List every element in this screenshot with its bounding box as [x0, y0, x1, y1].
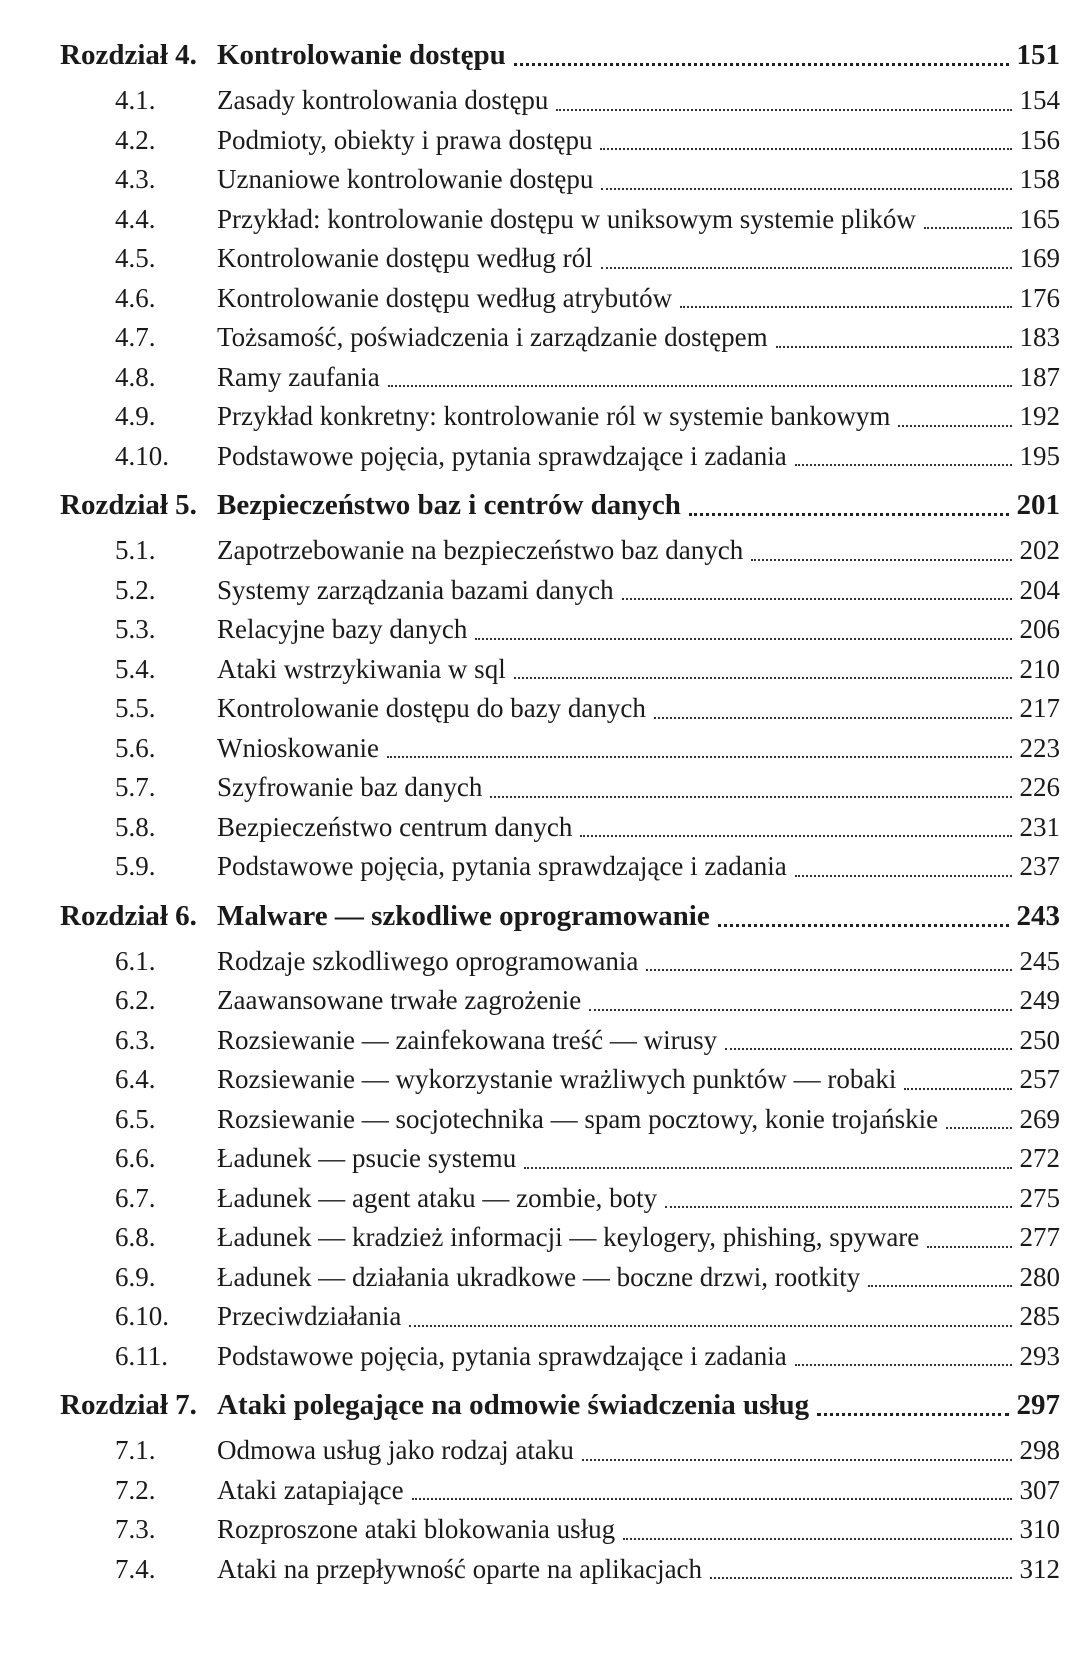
section-page-number: 310 — [1019, 1514, 1060, 1544]
section-number: 5.2. — [115, 574, 156, 605]
section-page-number: 169 — [1019, 243, 1060, 273]
section-entry — [60, 1179, 1060, 1219]
section-title: Zaawansowane trwałe zagrożenie — [217, 985, 582, 1015]
section-title: Odmowa usług jako rodzaj ataku — [217, 1435, 574, 1465]
section-title: Ataki zatapiające — [217, 1474, 404, 1505]
section-entry — [60, 318, 1060, 358]
dot-leader — [689, 513, 1009, 516]
section-page-number: 250 — [1019, 1024, 1060, 1055]
dot-leader — [795, 464, 1012, 466]
chapter-block — [60, 480, 1060, 891]
dot-leader — [412, 1498, 1012, 1500]
section-title: Kontrolowanie dostępu do bazy danych — [217, 693, 646, 723]
section-entry — [60, 689, 1060, 729]
section-title: Ładunek — agent ataku — zombie, boty — [217, 1182, 658, 1213]
section-number: 7.3. — [115, 1514, 156, 1544]
section-entry — [60, 1258, 1060, 1298]
dot-leader — [776, 346, 1012, 348]
section-page-number: 312 — [1019, 1553, 1060, 1584]
dot-leader — [514, 63, 1009, 66]
chapter-block — [60, 891, 1060, 1381]
dot-leader — [601, 267, 1012, 269]
section-number: 6.9. — [115, 1261, 156, 1292]
section-number: 6.4. — [115, 1064, 156, 1094]
section-entry — [60, 1431, 1060, 1471]
section-entry — [60, 1218, 1060, 1258]
dot-leader — [582, 1459, 1012, 1461]
section-entry — [60, 397, 1060, 437]
section-number: 4.4. — [115, 203, 156, 234]
section-entry — [60, 1139, 1060, 1179]
dot-leader — [751, 559, 1011, 561]
section-number: 5.9. — [115, 851, 156, 881]
dot-leader — [524, 1167, 1011, 1169]
section-page-number: 210 — [1019, 653, 1060, 684]
section-title: Ataki wstrzykiwania w sql — [217, 653, 506, 684]
section-title: Rodzaje szkodliwego oprogramowania — [217, 945, 639, 976]
section-number: 4.1. — [115, 85, 156, 115]
dot-leader — [904, 1088, 1011, 1090]
section-number: 7.1. — [115, 1435, 156, 1465]
section-page-number: 195 — [1019, 440, 1060, 471]
section-page-number: 217 — [1019, 693, 1060, 723]
section-title: Systemy zarządzania bazami danych — [217, 574, 614, 605]
section-title: Ataki na przepływność oparte na aplikacjach — [217, 1553, 703, 1584]
section-title: Rozsiewanie — zainfekowana treść — wirusy — [217, 1024, 718, 1055]
section-title: Zasady kontrolowania dostępu — [217, 85, 549, 115]
section-entry — [60, 610, 1060, 650]
dot-leader — [556, 109, 1011, 111]
section-number: 4.7. — [115, 322, 156, 352]
section-number: 6.5. — [115, 1103, 156, 1134]
section-entry — [60, 81, 1060, 121]
section-entry — [60, 1550, 1060, 1590]
section-title: Kontrolowanie dostępu według ról — [217, 243, 593, 273]
section-page-number: 176 — [1019, 282, 1060, 313]
section-title: Ładunek — psucie systemu — [217, 1143, 517, 1173]
section-number: 6.3. — [115, 1024, 156, 1055]
section-entry — [60, 1510, 1060, 1550]
dot-leader — [622, 598, 1012, 600]
section-entry — [60, 981, 1060, 1021]
section-entry — [60, 437, 1060, 477]
section-title: Przeciwdziałania — [217, 1301, 402, 1331]
dot-leader — [718, 924, 1009, 927]
section-title: Ramy zaufania — [217, 361, 380, 392]
section-entry — [60, 1297, 1060, 1337]
section-number: 6.6. — [115, 1143, 156, 1173]
section-entry — [60, 160, 1060, 200]
section-page-number: 192 — [1019, 401, 1060, 431]
section-number: 4.6. — [115, 282, 156, 313]
chapter-title: Malware — szkodliwe oprogramowanie — [217, 899, 710, 932]
section-title: Ładunek — kradzież informacji — keylogery, phishing, spyware — [217, 1222, 920, 1252]
dot-leader — [795, 1364, 1012, 1366]
section-title: Podmioty, obiekty i prawa dostępu — [217, 124, 593, 155]
dot-leader — [600, 148, 1011, 150]
section-entry — [60, 942, 1060, 982]
dot-leader — [898, 425, 1011, 427]
section-page-number: 249 — [1019, 985, 1060, 1015]
chapter-page-number: 243 — [1016, 899, 1060, 932]
dot-leader — [409, 1325, 1011, 1327]
section-page-number: 293 — [1019, 1340, 1060, 1371]
dot-leader — [817, 1413, 1008, 1416]
section-number: 5.6. — [115, 732, 156, 763]
dot-leader — [589, 1009, 1011, 1011]
section-page-number: 307 — [1019, 1474, 1060, 1505]
section-page-number: 257 — [1019, 1064, 1060, 1094]
chapter-title: Ataki polegające na odmowie świadczenia usług — [217, 1389, 810, 1421]
section-entry — [60, 1471, 1060, 1511]
section-page-number: 226 — [1019, 772, 1060, 802]
section-number: 5.1. — [115, 535, 156, 565]
section-page-number: 277 — [1019, 1222, 1060, 1252]
section-number: 4.10. — [115, 440, 169, 471]
section-number: 6.2. — [115, 985, 156, 1015]
dot-leader — [388, 385, 1012, 387]
section-page-number: 187 — [1019, 361, 1060, 392]
section-title: Podstawowe pojęcia, pytania sprawdzające i zadania — [217, 851, 787, 881]
dot-leader — [475, 638, 1011, 640]
chapter-label: Rozdział 4. — [60, 39, 197, 71]
section-number: 4.3. — [115, 164, 156, 194]
section-number: 4.8. — [115, 361, 156, 392]
section-title: Tożsamość, poświadczenia i zarządzanie dostępem — [217, 322, 768, 352]
section-number: 6.8. — [115, 1222, 156, 1252]
section-number: 7.2. — [115, 1474, 156, 1505]
section-entry — [60, 239, 1060, 279]
chapter-heading — [60, 891, 1060, 942]
section-entry — [60, 1100, 1060, 1140]
section-title: Ładunek — działania ukradkowe — boczne drzwi, rootkity — [217, 1261, 861, 1292]
section-entry — [60, 358, 1060, 398]
section-title: Wnioskowanie — [217, 732, 379, 763]
section-page-number: 223 — [1019, 732, 1060, 763]
section-entry — [60, 1337, 1060, 1377]
section-entry — [60, 1060, 1060, 1100]
chapter-heading — [60, 1380, 1060, 1431]
dot-leader — [601, 188, 1011, 190]
section-page-number: 298 — [1019, 1435, 1060, 1465]
dot-leader — [868, 1285, 1011, 1287]
dot-leader — [680, 306, 1011, 308]
section-entry — [60, 847, 1060, 887]
section-entry — [60, 279, 1060, 319]
chapter-page-number: 201 — [1016, 489, 1060, 521]
section-page-number: 275 — [1019, 1182, 1060, 1213]
section-page-number: 206 — [1019, 614, 1060, 644]
dot-leader — [580, 835, 1011, 837]
section-number: 4.2. — [115, 124, 156, 155]
section-number: 6.7. — [115, 1182, 156, 1213]
chapter-block — [60, 1380, 1060, 1593]
section-page-number: 231 — [1019, 811, 1060, 842]
section-page-number: 202 — [1019, 535, 1060, 565]
dot-leader — [514, 677, 1012, 679]
section-title: Relacyjne bazy danych — [217, 614, 468, 644]
section-page-number: 183 — [1019, 322, 1060, 352]
chapter-block — [60, 30, 1060, 480]
dot-leader — [654, 717, 1012, 719]
chapter-page-number: 151 — [1016, 39, 1060, 71]
section-page-number: 272 — [1019, 1143, 1060, 1173]
section-entry — [60, 768, 1060, 808]
section-entry — [60, 650, 1060, 690]
chapter-heading — [60, 30, 1060, 81]
section-entry — [60, 808, 1060, 848]
chapter-heading — [60, 480, 1060, 531]
dot-leader — [665, 1206, 1011, 1208]
section-entry — [60, 571, 1060, 611]
section-title: Przykład konkretny: kontrolowanie ról w systemie bankowym — [217, 401, 891, 431]
chapter-label: Rozdział 5. — [60, 489, 197, 521]
section-title: Rozproszone ataki blokowania usług — [217, 1514, 616, 1544]
section-number: 5.7. — [115, 772, 156, 802]
dot-leader — [725, 1048, 1011, 1050]
section-page-number: 280 — [1019, 1261, 1060, 1292]
dot-leader — [490, 796, 1011, 798]
section-title: Kontrolowanie dostępu według atrybutów — [217, 282, 673, 313]
chapter-page-number: 297 — [1016, 1389, 1060, 1421]
section-entry — [60, 1021, 1060, 1061]
dot-leader — [710, 1577, 1011, 1579]
section-number: 4.5. — [115, 243, 156, 273]
section-number: 5.3. — [115, 614, 156, 644]
section-title: Podstawowe pojęcia, pytania sprawdzające i zadania — [217, 440, 787, 471]
section-page-number: 165 — [1019, 203, 1060, 234]
section-page-number: 154 — [1019, 85, 1060, 115]
section-entry — [60, 200, 1060, 240]
section-number: 5.5. — [115, 693, 156, 723]
section-title: Bezpieczeństwo centrum danych — [217, 811, 573, 842]
section-page-number: 156 — [1019, 124, 1060, 155]
section-number: 6.10. — [115, 1301, 169, 1331]
chapter-title: Bezpieczeństwo baz i centrów danych — [217, 489, 681, 521]
section-page-number: 204 — [1019, 574, 1060, 605]
dot-leader — [946, 1127, 1011, 1129]
section-title: Przykład: kontrolowanie dostępu w uniksowym systemie plików — [217, 203, 916, 234]
dot-leader — [646, 969, 1011, 971]
section-title: Rozsiewanie — wykorzystanie wrażliwych punktów — robaki — [217, 1064, 897, 1094]
section-number: 6.11. — [115, 1340, 168, 1371]
section-number: 5.8. — [115, 811, 156, 842]
chapter-spacer — [60, 1589, 1060, 1593]
section-number: 4.9. — [115, 401, 156, 431]
section-title: Rozsiewanie — socjotechnika — spam pocztowy, konie trojańskie — [217, 1103, 939, 1134]
section-page-number: 269 — [1019, 1103, 1060, 1134]
chapter-label: Rozdział 7. — [60, 1389, 197, 1421]
section-title: Szyfrowanie baz danych — [217, 772, 483, 802]
chapter-label: Rozdział 6. — [60, 899, 197, 932]
section-page-number: 237 — [1019, 851, 1060, 881]
dot-leader — [623, 1538, 1011, 1540]
section-page-number: 245 — [1019, 945, 1060, 976]
dot-leader — [927, 1246, 1011, 1248]
chapter-title: Kontrolowanie dostępu — [217, 39, 506, 71]
table-of-contents — [60, 30, 1060, 1593]
section-page-number: 285 — [1019, 1301, 1060, 1331]
dot-leader — [795, 875, 1012, 877]
section-page-number: 158 — [1019, 164, 1060, 194]
section-number: 6.1. — [115, 945, 156, 976]
section-title: Podstawowe pojęcia, pytania sprawdzające i zadania — [217, 1340, 787, 1371]
section-entry — [60, 531, 1060, 571]
section-entry — [60, 121, 1060, 161]
section-number: 5.4. — [115, 653, 156, 684]
section-number: 7.4. — [115, 1553, 156, 1584]
section-entry — [60, 729, 1060, 769]
dot-leader — [924, 227, 1012, 229]
section-title: Zapotrzebowanie na bezpieczeństwo baz danych — [217, 535, 744, 565]
section-title: Uznaniowe kontrolowanie dostępu — [217, 164, 594, 194]
dot-leader — [387, 756, 1012, 758]
